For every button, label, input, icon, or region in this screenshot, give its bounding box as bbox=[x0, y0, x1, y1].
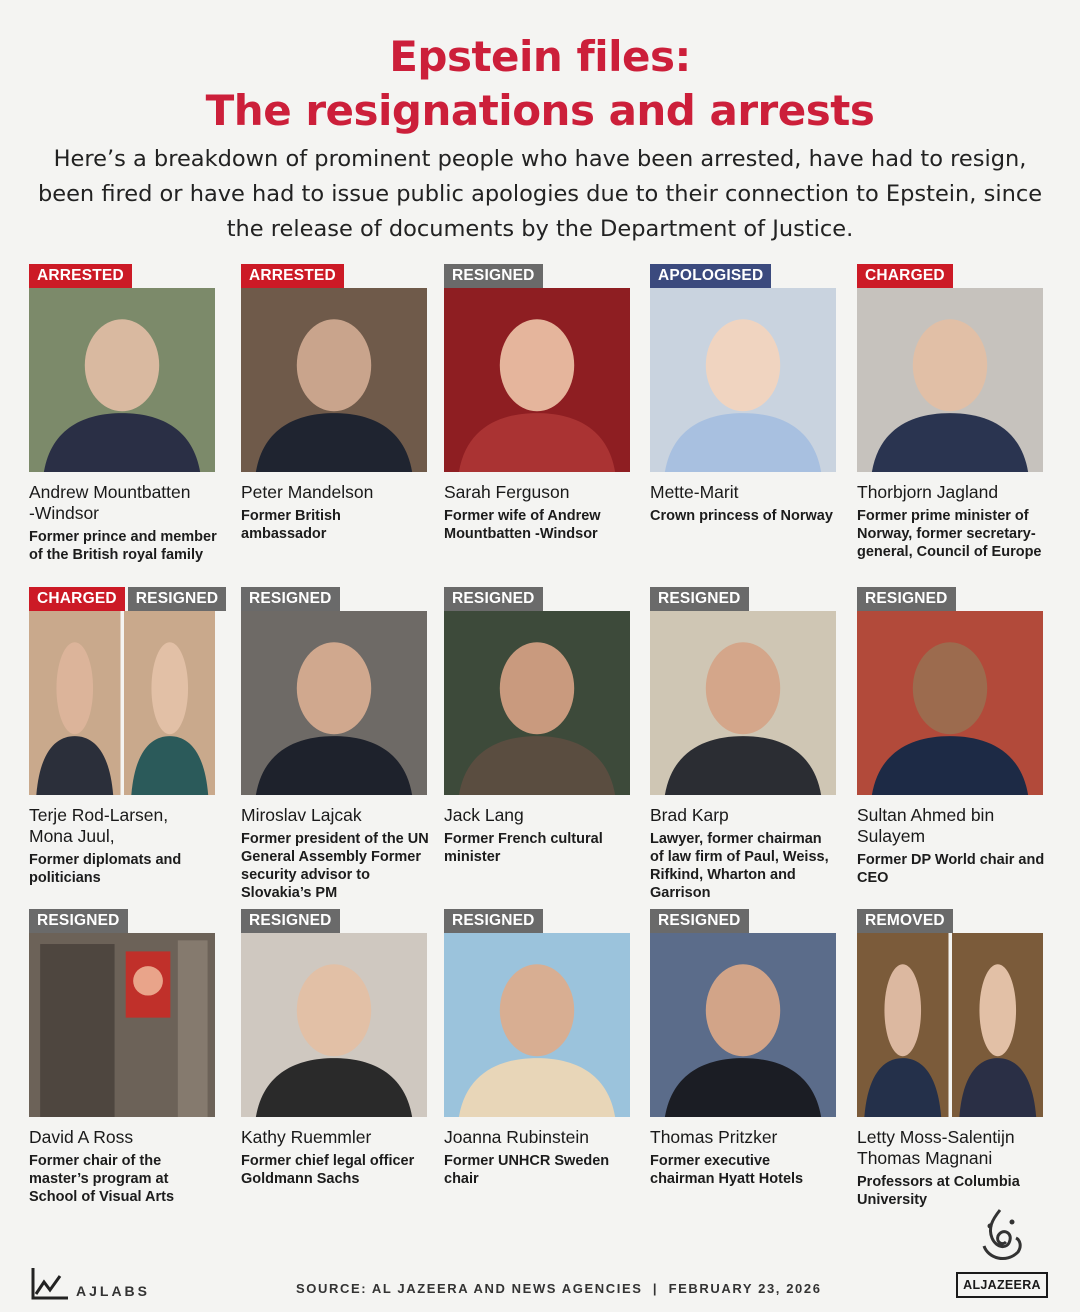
person-description: Former prime minister of Norway, former secretary-general, Council of Europe bbox=[857, 508, 1042, 560]
status-badges bbox=[29, 587, 217, 611]
status-badges bbox=[650, 264, 838, 288]
person-description: Former wife of Andrew Mountbatten -Windsor bbox=[444, 508, 601, 542]
status-badges bbox=[857, 587, 1045, 611]
portrait-figure bbox=[650, 288, 836, 472]
status-badge: RESIGNED bbox=[29, 909, 128, 933]
person-description: Former UNHCR Sweden chair bbox=[444, 1153, 610, 1187]
portrait-figure bbox=[241, 933, 427, 1117]
status-badges bbox=[444, 587, 632, 611]
status-badge: RESIGNED bbox=[444, 909, 543, 933]
person-card bbox=[444, 909, 632, 1188]
person-card bbox=[444, 264, 632, 543]
portrait-figure bbox=[650, 611, 836, 795]
person-name: Sarah Ferguson bbox=[444, 482, 570, 502]
person-photo bbox=[29, 933, 215, 1117]
status-badge: CHARGED bbox=[857, 264, 953, 288]
person-photo bbox=[650, 933, 836, 1117]
status-badge: RESIGNED bbox=[241, 909, 340, 933]
status-badge: RESIGNED bbox=[444, 587, 543, 611]
person-name: Jack Lang bbox=[444, 805, 524, 825]
person-card bbox=[650, 587, 838, 902]
person-photo bbox=[29, 288, 215, 472]
person-description: Former chair of the master’s program at School of Visual Arts bbox=[29, 1153, 175, 1205]
person-card bbox=[857, 264, 1045, 561]
person-description: Lawyer, former chairman of law firm of Paul, Weiss, Rifkind, Wharton and Garrison bbox=[650, 831, 829, 901]
status-badge: ARRESTED bbox=[241, 264, 344, 288]
portrait-figure bbox=[124, 611, 216, 795]
person-card bbox=[241, 587, 429, 902]
status-badge: RESIGNED bbox=[128, 587, 227, 611]
person-name: Miroslav Lajcak bbox=[241, 805, 362, 825]
person-description: Former British ambassador bbox=[241, 508, 341, 542]
status-badge: RESIGNED bbox=[241, 587, 340, 611]
person-name: Terje Rod-Larsen, Mona Juul, bbox=[29, 805, 169, 846]
person-photo bbox=[650, 288, 836, 472]
status-badges bbox=[241, 909, 429, 933]
person-card bbox=[857, 909, 1045, 1209]
person-description: Crown princess of Norway bbox=[650, 508, 833, 524]
person-photo bbox=[29, 611, 215, 795]
portrait-figure bbox=[241, 611, 427, 795]
person-card bbox=[444, 587, 632, 866]
person-name: Joanna Rubinstein bbox=[444, 1127, 589, 1147]
status-badge: APOLOGISED bbox=[650, 264, 771, 288]
person-name: David A Ross bbox=[29, 1127, 134, 1147]
person-name: Kathy Ruemmler bbox=[241, 1127, 372, 1147]
ajlabs-label: AJLABS bbox=[76, 1283, 151, 1299]
portrait-figure bbox=[29, 611, 121, 795]
person-photo bbox=[444, 611, 630, 795]
person-photo bbox=[857, 288, 1043, 472]
status-badges bbox=[241, 264, 429, 288]
title-line-1: Epstein files: bbox=[389, 32, 691, 81]
person-photo bbox=[241, 933, 427, 1117]
person-card bbox=[241, 909, 429, 1188]
status-badges bbox=[650, 909, 838, 933]
status-badge: RESIGNED bbox=[650, 909, 749, 933]
portrait-figure bbox=[857, 933, 949, 1117]
title-line-2: The resignations and arrests bbox=[205, 86, 875, 135]
person-card bbox=[29, 587, 217, 887]
status-badge: RESIGNED bbox=[650, 587, 749, 611]
ajlabs-logo bbox=[30, 1266, 150, 1302]
status-badges bbox=[444, 909, 632, 933]
person-description: Former French cultural minister bbox=[444, 831, 603, 865]
person-name: Brad Karp bbox=[650, 805, 729, 825]
portrait-figure bbox=[857, 611, 1043, 795]
person-name: Andrew Mountbatten -Windsor bbox=[29, 482, 191, 523]
status-badge: RESIGNED bbox=[444, 264, 543, 288]
portrait-figure bbox=[29, 288, 215, 472]
person-card bbox=[650, 909, 838, 1188]
portrait-figure bbox=[241, 288, 427, 472]
portrait-figure bbox=[650, 933, 836, 1117]
person-card bbox=[29, 264, 217, 564]
aljazeera-calligraphy-icon bbox=[970, 1206, 1030, 1268]
status-badge: REMOVED bbox=[857, 909, 953, 933]
person-photo bbox=[444, 933, 630, 1117]
portrait-figure bbox=[952, 933, 1044, 1117]
portrait-figure bbox=[857, 288, 1043, 472]
portrait-figure bbox=[444, 611, 630, 795]
status-badges bbox=[444, 264, 632, 288]
status-badge: ARRESTED bbox=[29, 264, 132, 288]
person-photo bbox=[650, 611, 836, 795]
status-badges bbox=[29, 264, 217, 288]
person-photo bbox=[857, 933, 1043, 1117]
person-description: Former chief legal officer Goldmann Sachs bbox=[241, 1153, 415, 1187]
status-badges bbox=[857, 909, 1045, 933]
building-photo bbox=[29, 933, 215, 1117]
intro-text: Here’s a breakdown of prominent people who have been arrested, have had to resign, been fired or have had to issue public apologies due to their connection to Epstein, since the release of documents by the Department of Justice. bbox=[37, 146, 1043, 242]
person-name: Thorbjorn Jagland bbox=[857, 482, 999, 502]
person-description: Former DP World chair and CEO bbox=[857, 852, 1045, 886]
person-description: Professors at Columbia University bbox=[857, 1174, 1020, 1208]
person-name: Thomas Pritzker bbox=[650, 1127, 778, 1147]
status-badges bbox=[650, 587, 838, 611]
person-name: Mette-Marit bbox=[650, 482, 739, 502]
status-badges bbox=[241, 587, 429, 611]
status-badge: RESIGNED bbox=[857, 587, 956, 611]
ajlabs-chart-icon bbox=[30, 1266, 70, 1302]
person-name: Peter Mandelson bbox=[241, 482, 374, 502]
portrait-figure bbox=[444, 933, 630, 1117]
status-badges bbox=[29, 909, 217, 933]
person-card bbox=[650, 264, 838, 525]
status-badge: CHARGED bbox=[29, 587, 125, 611]
source-line: SOURCE: AL JAZEERA AND NEWS AGENCIES | FEBRUARY 23, 2026 bbox=[296, 1281, 822, 1296]
person-card bbox=[241, 264, 429, 543]
person-photo bbox=[241, 611, 427, 795]
person-name: Sultan Ahmed bin Sulayem bbox=[857, 805, 995, 846]
person-photo bbox=[444, 288, 630, 472]
person-description: Former prince and member of the British royal family bbox=[29, 529, 217, 563]
person-card bbox=[29, 909, 217, 1206]
person-description: Former diplomats and politicians bbox=[29, 852, 182, 886]
person-photo bbox=[857, 611, 1043, 795]
person-card bbox=[857, 587, 1045, 887]
portrait-figure bbox=[444, 288, 630, 472]
page-title bbox=[0, 30, 1080, 138]
person-name: Letty Moss-Salentijn Thomas Magnani bbox=[857, 1127, 1015, 1168]
person-description: Former executive chairman Hyatt Hotels bbox=[650, 1153, 804, 1187]
aljazeera-wordmark: ALJAZEERA bbox=[956, 1272, 1048, 1298]
person-photo bbox=[241, 288, 427, 472]
status-badges bbox=[857, 264, 1045, 288]
person-description: Former president of the UN General Assembly Former security advisor to Slovakia’s PM bbox=[241, 831, 429, 901]
